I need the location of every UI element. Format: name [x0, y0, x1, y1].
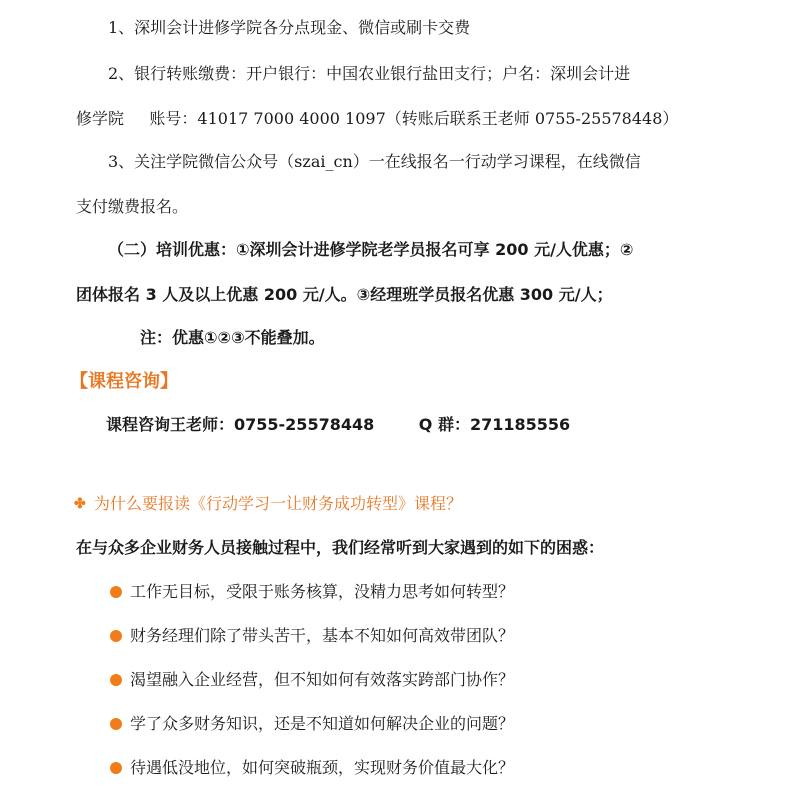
- payment-item-2-line-2: 修学院 账号：41017 7000 4000 1097（转账后联系王老师 0755-25578448）: [76, 109, 679, 128]
- consult-contact-line: 课程咨询王老师：0755-25578448 Q 群：271185556: [106, 415, 571, 434]
- bullet-dot-icon: [110, 674, 122, 686]
- list-item: 渴望融入企业经营，但不知如何有效落实跨部门协作？: [130, 670, 515, 689]
- payment-item-3-line-2: 支付缴费报名。: [76, 197, 189, 216]
- list-item: 财务经理们除了带头苦干，基本不知如何高效带团队？: [130, 626, 515, 645]
- payment-item-2-line-1: 2、银行转账缴费：开户银行：中国农业银行盐田支行；户名：深圳会计进: [108, 64, 631, 83]
- list-item: 学了众多财务知识，还是不知道如何解决企业的问题？: [130, 714, 515, 733]
- bullet-dot-icon: [110, 718, 122, 730]
- why-intro: 在与众多企业财务人员接触过程中，我们经常听到大家遇到的如下的困惑：: [76, 538, 605, 557]
- discount-line-1: （二）培训优惠：①深圳会计进修学院老学员报名可享 200 元/人优惠；②: [108, 240, 634, 259]
- bullet-dot-icon: [110, 630, 122, 642]
- bullet-dot-icon: [110, 762, 122, 774]
- payment-item-3-line-1: 3、关注学院微信公众号（szai_cn）一在线报名一行动学习课程，在线微信: [108, 152, 641, 171]
- consult-section-title: 【课程咨询】: [70, 371, 178, 392]
- payment-item-1: 1、深圳会计进修学院各分点现金、微信或刷卡交费: [108, 18, 471, 37]
- discount-note: 注：优惠①②③不能叠加。: [140, 328, 325, 347]
- why-section-title: 为什么要报读《行动学习一让财务成功转型》课程？: [94, 494, 463, 513]
- clover-icon: ✤: [74, 496, 86, 512]
- bullet-dot-icon: [110, 586, 122, 598]
- discount-line-2: 团体报名 3 人及以上优惠 200 元/人。③经理班学员报名优惠 300 元/人；: [76, 285, 613, 304]
- list-item: 工作无目标，受限于账务核算，没精力思考如何转型？: [130, 582, 515, 601]
- list-item: 待遇低没地位，如何突破瓶颈，实现财务价值最大化？: [130, 758, 515, 777]
